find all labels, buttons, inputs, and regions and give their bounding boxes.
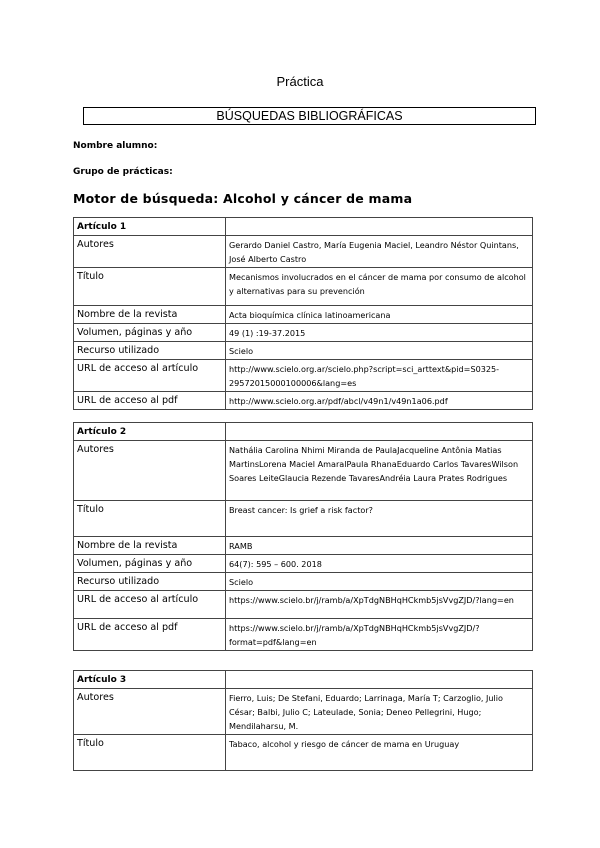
row-label: Autores	[74, 441, 226, 501]
search-engine-heading: Motor de búsqueda: Alcohol y cáncer de mama	[73, 191, 413, 206]
row-label: URL de acceso al artículo	[74, 591, 226, 619]
article-1-table	[73, 217, 533, 410]
article-heading: Artículo 3	[74, 671, 226, 689]
row-label: Volumen, páginas y año	[74, 555, 226, 573]
table-row	[74, 360, 533, 392]
row-label: Título	[74, 735, 226, 771]
article-heading: Artículo 2	[74, 423, 226, 441]
row-value: Fierro, Luis; De Stefani, Eduardo; Larrinaga, María T; Carzoglio, Julio César; Balbi, Julio C; Lateulade, Sonia; Deneo Pellegrini, Hugo; Mendilaharsu, M.	[226, 689, 533, 735]
row-value: Tabaco, alcohol y riesgo de cáncer de mama en Uruguay	[226, 735, 533, 771]
row-value: RAMB	[226, 537, 533, 555]
table-row	[74, 392, 533, 410]
row-label: URL de acceso al pdf	[74, 392, 226, 410]
table-row	[74, 501, 533, 537]
row-value: Scielo	[226, 573, 533, 591]
table-row	[74, 573, 533, 591]
article-heading-empty	[226, 218, 533, 236]
article-heading-empty	[226, 671, 533, 689]
row-value: Acta bioquímica clínica latinoamericana	[226, 306, 533, 324]
table-row	[74, 689, 533, 735]
article-header-row	[74, 218, 533, 236]
table-row	[74, 537, 533, 555]
row-value: Gerardo Daniel Castro, María Eugenia Maciel, Leandro Néstor Quintans, José Alberto Castro	[226, 236, 533, 268]
row-value: 49 (1) :19-37.2015	[226, 324, 533, 342]
row-value: Mecanismos involucrados en el cáncer de mama por consumo de alcohol y alternativas para su prevención	[226, 268, 533, 306]
student-name-label: Nombre alumno:	[73, 141, 158, 151]
row-label: Recurso utilizado	[74, 342, 226, 360]
row-label: URL de acceso al artículo	[74, 360, 226, 392]
row-value: Nathália Carolina Nhimi Miranda de PaulaJacqueline Antônia Matias MartinsLorena Maciel AmaralPaula RhanaEduardo Carlos TavaresWilson Soares LeiteGlaucia Rezende TavaresAndréia Laura Prates Rodrigues	[226, 441, 533, 501]
row-label: Autores	[74, 236, 226, 268]
article-url[interactable]: https://www.scielo.br/j/ramb/a/XpTdgNBHqHCkmb5jsVvgZJD/?lang=en	[226, 591, 533, 619]
row-value: Scielo	[226, 342, 533, 360]
page-title: Práctica	[276, 74, 324, 89]
table-row	[74, 342, 533, 360]
article-header-row	[74, 671, 533, 689]
pdf-url[interactable]: http://www.scielo.org.ar/pdf/abcl/v49n1/v49n1a06.pdf	[226, 392, 533, 410]
row-label: Título	[74, 268, 226, 306]
table-row	[74, 306, 533, 324]
article-3-table	[73, 670, 533, 771]
table-row	[74, 441, 533, 501]
row-label: Volumen, páginas y año	[74, 324, 226, 342]
row-value: 64(7): 595 – 600. 2018	[226, 555, 533, 573]
row-label: Nombre de la revista	[74, 537, 226, 555]
article-header-row	[74, 423, 533, 441]
row-value: Breast cancer: Is grief a risk factor?	[226, 501, 533, 537]
article-heading: Artículo 1	[74, 218, 226, 236]
article-heading-empty	[226, 423, 533, 441]
table-row	[74, 268, 533, 306]
practice-group-label: Grupo de prácticas:	[73, 167, 173, 177]
article-url[interactable]: http://www.scielo.org.ar/scielo.php?script=sci_arttext&pid=S0325-29572015000100006&lang=es	[226, 360, 533, 392]
table-row	[74, 324, 533, 342]
article-2-table	[73, 422, 533, 651]
table-row	[74, 735, 533, 771]
table-row	[74, 619, 533, 651]
row-label: Autores	[74, 689, 226, 735]
table-row	[74, 555, 533, 573]
row-label: Recurso utilizado	[74, 573, 226, 591]
table-row	[74, 591, 533, 619]
row-label: Título	[74, 501, 226, 537]
pdf-url[interactable]: https://www.scielo.br/j/ramb/a/XpTdgNBHqHCkmb5jsVvgZJD/?format=pdf&lang=en	[226, 619, 533, 651]
table-row	[74, 236, 533, 268]
title-banner: BÚSQUEDAS BIBLIOGRÁFICAS	[83, 107, 536, 125]
row-label: URL de acceso al pdf	[74, 619, 226, 651]
row-label: Nombre de la revista	[74, 306, 226, 324]
